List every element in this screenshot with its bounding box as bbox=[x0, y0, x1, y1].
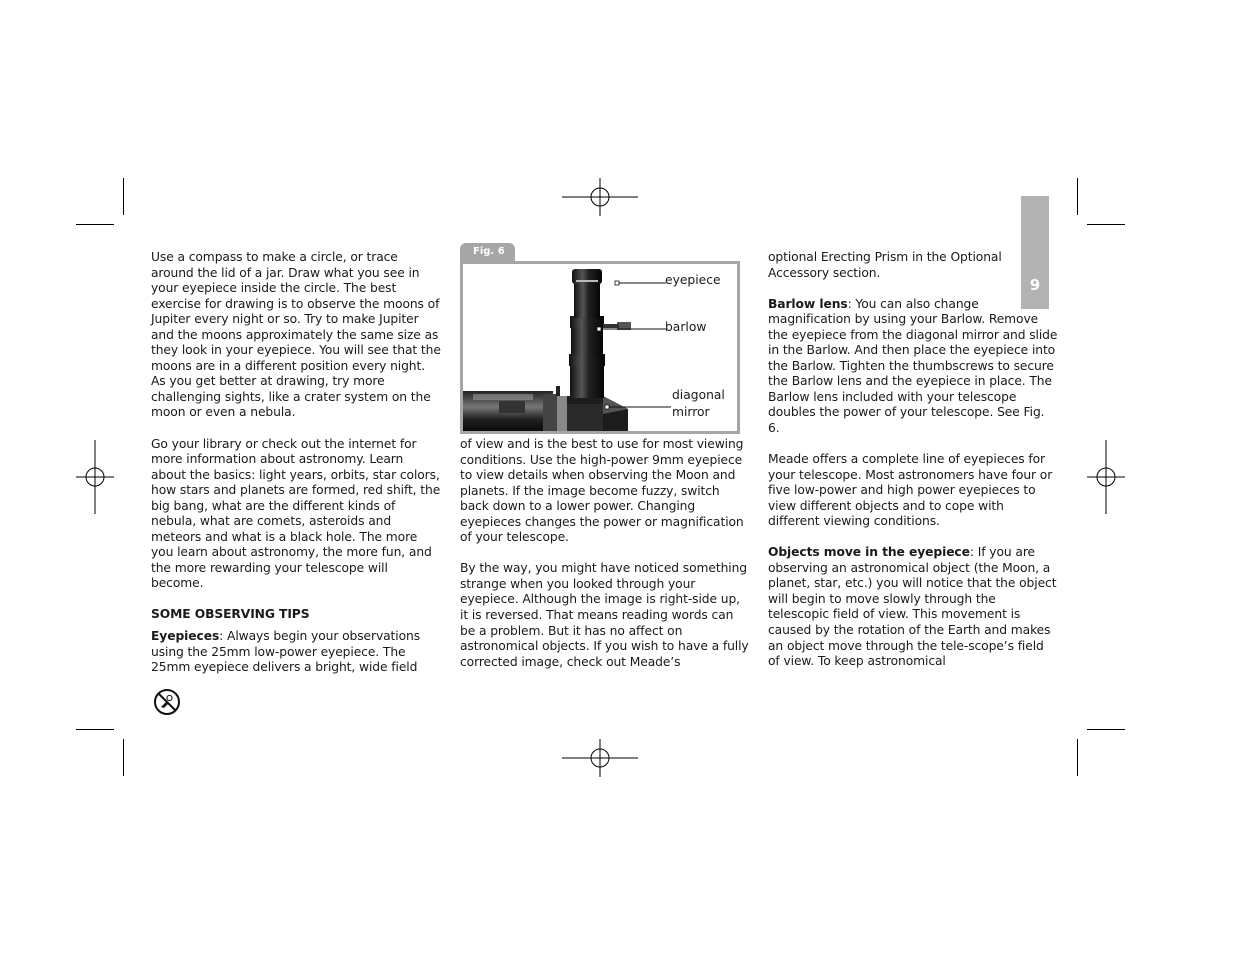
label-barlow: barlow bbox=[665, 320, 707, 334]
term-barlow-lens: Barlow lens bbox=[768, 296, 848, 311]
figure-tab: Fig. 6 bbox=[460, 243, 515, 263]
paragraph: By the way, you might have noticed something strange when you looked through your eyepiece. Although the image is right-side up, it is reversed. That means reading words can be a problem. But it has no affect on astronomical objects. If you wish to have a fully corrected image, check out Meade’s bbox=[460, 561, 749, 669]
text-column-1 bbox=[151, 250, 441, 676]
registration-mark-top bbox=[562, 178, 638, 216]
paragraph-barlow bbox=[768, 297, 1058, 437]
paragraph: Go your library or check out the internet for more information about astronomy. Learn about the basics: light years, orbits, star colors, how stars and planets are formed, red shift, the big bang, what are the different kinds of nebula, what are comets, asteroids and meteors and what is a black hole. The more you learn about astronomy, the more fun, and the more rewarding your telescope will become. bbox=[151, 436, 441, 591]
registration-mark-bottom bbox=[562, 739, 638, 777]
section-heading: SOME OBSERVING TIPS bbox=[151, 607, 310, 622]
paragraph: Meade offers a complete line of eyepieces for your telescope. Most astronomers have four or five low-power and high power eyepieces to view different objects and to cope with different viewing conditions. bbox=[768, 452, 1053, 529]
no-sun-warning-icon bbox=[153, 688, 181, 716]
text-column-2 bbox=[460, 437, 750, 670]
figure-6 bbox=[460, 261, 740, 434]
paragraph: Use a compass to make a circle, or trace around the lid of a jar. Draw what you see in your eyepiece inside the circle. The best exercise for drawing is to observe the moons of Jupiter every night or so. Try to make Jupiter and the moons approximately the same size as they look in your eyepiece. You will see that the moons are in a different position every night. As you get better at drawing, try more challenging sights, like a crater system on the moon or even a nebula. bbox=[151, 250, 441, 420]
registration-mark-left bbox=[76, 440, 114, 514]
term-objects-move: Objects move in the eyepiece bbox=[768, 545, 970, 560]
paragraph: of view and is the best to use for most viewing conditions. Use the high-power 9mm eyepiece to view details when observing the Moon and planets. If the image become fuzzy, switch back down to a lower power. Changing eyepieces changes the power or magnification of your telescope. bbox=[460, 437, 744, 545]
paragraph: optional Erecting Prism in the Optional Accessory section. bbox=[768, 250, 1002, 280]
paragraph-objects bbox=[768, 545, 1058, 669]
paragraph-text: : You can also change magnification by using your Barlow. Remove the eyepiece from the diagonal mirror and slide in the Barlow. And then place the eyepiece into the Barlow. Tighten the thumbscrews to secure the Barlow lens and the eyepiece in place. The Barlow lens included with your telescope doubles the power of your telescope. See Fig. 6. bbox=[768, 296, 1058, 435]
registration-mark-right bbox=[1087, 440, 1125, 514]
paragraph-text: : If you are observing an astronomical object (the Moon, a planet, star, etc.) you will notice that the object will begin to move slowly through the telescopic field of view. This movement is caused by the rotation of the Earth and makes an object move through the tele-scope’s field of view. To keep astronomical bbox=[768, 545, 1057, 669]
term-eyepieces: Eyepieces bbox=[151, 629, 220, 644]
paragraph-eyepieces bbox=[151, 629, 441, 676]
page-number: 9 bbox=[1029, 276, 1041, 294]
label-eyepiece: eyepiece bbox=[665, 273, 721, 287]
label-diagonal: diagonal bbox=[672, 388, 725, 402]
label-mirror: mirror bbox=[672, 405, 710, 419]
paragraph-text: : Always begin your observations using the 25mm low-power eyepiece. The 25mm eyepiece delivers a bright, wide field bbox=[151, 629, 421, 675]
text-column-3 bbox=[768, 250, 1058, 670]
